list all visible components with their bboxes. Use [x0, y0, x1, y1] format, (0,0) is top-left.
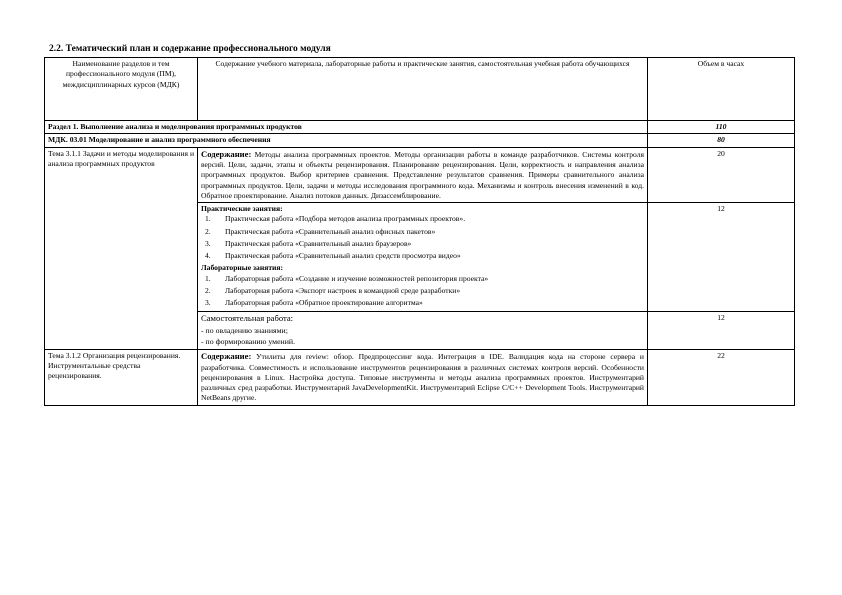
list-item — [201, 251, 644, 261]
list-item — [201, 298, 644, 308]
topic1-self-hours: 12 — [648, 312, 795, 350]
list-item-text: Лабораторная работа «Экспорт настроек в командной среде разработки» — [225, 285, 461, 295]
list-item-number: 1. — [205, 214, 211, 224]
topic2-content — [198, 349, 648, 405]
list-item-number: 1. — [205, 273, 211, 283]
practical-list — [201, 214, 644, 261]
mdk-row — [45, 134, 795, 147]
thematic-plan-table — [44, 57, 795, 406]
topic1-content-hours: 20 — [648, 147, 795, 203]
list-item-text: Практическая работа «Сравнительный анализ средств просмотра видео» — [225, 251, 461, 261]
list-item-text: Практическая работа «Подбора методов анализа программных проектов». — [225, 214, 466, 224]
list-item-text: Лабораторная работа «Создание и изучение возможностей репозитория проекта» — [225, 273, 489, 283]
list-item-number: 3. — [205, 298, 211, 308]
mdk-title: МДК. 03.01 Моделирование и анализ программного обеспечения — [45, 134, 648, 147]
list-item — [201, 274, 644, 284]
list-item-number: 3. — [205, 238, 211, 248]
lab-list — [201, 274, 644, 309]
list-item-text: Практическая работа «Сравнительный анализ браузеров» — [225, 238, 412, 248]
topic2-content-hours: 22 — [648, 349, 795, 405]
practical-label: Практические занятия: — [201, 204, 283, 214]
topic1-practical-hours: 12 — [648, 203, 795, 312]
self-work-item: - по формированию умений. — [201, 337, 296, 347]
header-content: Содержание учебного материала, лабораторные работы и практические занятия, самостоятельная учебная работа обучающихся — [198, 58, 648, 121]
list-item-number: 2. — [205, 226, 211, 236]
topic1-content-label: Содержание: — [201, 148, 252, 159]
list-item — [201, 227, 644, 237]
header-sections: Наименование разделов и тем профессионального модуля (ПМ), междисциплинарных курсов (МДК) — [45, 58, 198, 121]
topic1-practical — [198, 203, 648, 312]
topic1-title: Тема 3.1.1 Задачи и методы моделирования и анализа программных продуктов — [45, 147, 198, 349]
self-work-title: Самостоятельная работа: — [201, 313, 294, 324]
mdk-hours: 80 — [648, 134, 795, 147]
topic1-content-text: Методы анализа программных проектов. Методы организации работы в команде разработчиков. Системы контроля версий. Цели, задачи, этапы и объекты рецензирования. Планирование рецензирования. Цели, корректность и направления анализа программных продуктов. Выбор критериев сравнения. Представление результатов сравнения. Примеры сравнительного анализа программных продуктов. Цели, задачи и методы исследования программного кода. Механизмы и контроль внесения изменений в код. Обратное проектирование. Анализ потоков данных. Дизассемблирование. — [201, 149, 644, 200]
list-item-number: 4. — [205, 251, 211, 261]
list-item — [201, 239, 644, 249]
topic2-title: Тема 3.1.2 Организация рецензирования. Инструментальные средства рецензирования. — [45, 349, 198, 405]
table-header-row — [45, 58, 795, 121]
section-hours: 110 — [648, 121, 795, 134]
topic2-content-label: Содержание: — [201, 350, 252, 361]
topic1-content — [198, 147, 648, 203]
list-item-text: Лабораторная работа «Обратное проектирование алгоритма» — [225, 298, 423, 308]
document-heading: 2.2. Тематический план и содержание профессионального модуля — [49, 44, 331, 54]
list-item — [201, 214, 644, 224]
topic1-self-work — [198, 312, 648, 350]
list-item — [201, 286, 644, 296]
topic2-content-text: Утилиты для review: обзор. Предпроцессинг кода. Интеграция в IDE. Валидация кода на стороне сервера и разработчика. Совместимость и использование инструментов рецензирования в различных системах контроля версий. Особенности рецензирования в Linux. Настройка доступа. Типовые инструменты и методы анализа программных проектов. Инструментарий различных сред разработки. Инструментарий JavaDevelopmentKit. Инструментарий Eclipse C/C++ Development Tools. Инструментарий NetBeans другие. — [201, 351, 644, 403]
lab-label: Лабораторные занятия: — [201, 263, 284, 273]
section-title: Раздел 1. Выполнение анализа и моделирования программных продуктов — [45, 121, 648, 134]
list-item-number: 2. — [205, 285, 211, 295]
header-hours: Объем в часах — [648, 58, 795, 121]
topic2-content-row — [45, 349, 795, 405]
section-row — [45, 121, 795, 134]
list-item-text: Практическая работа «Сравнительный анализ офисных пакетов» — [225, 226, 436, 236]
topic1-content-row — [45, 147, 795, 203]
self-work-item: - по овладению знаниями; — [201, 325, 288, 335]
